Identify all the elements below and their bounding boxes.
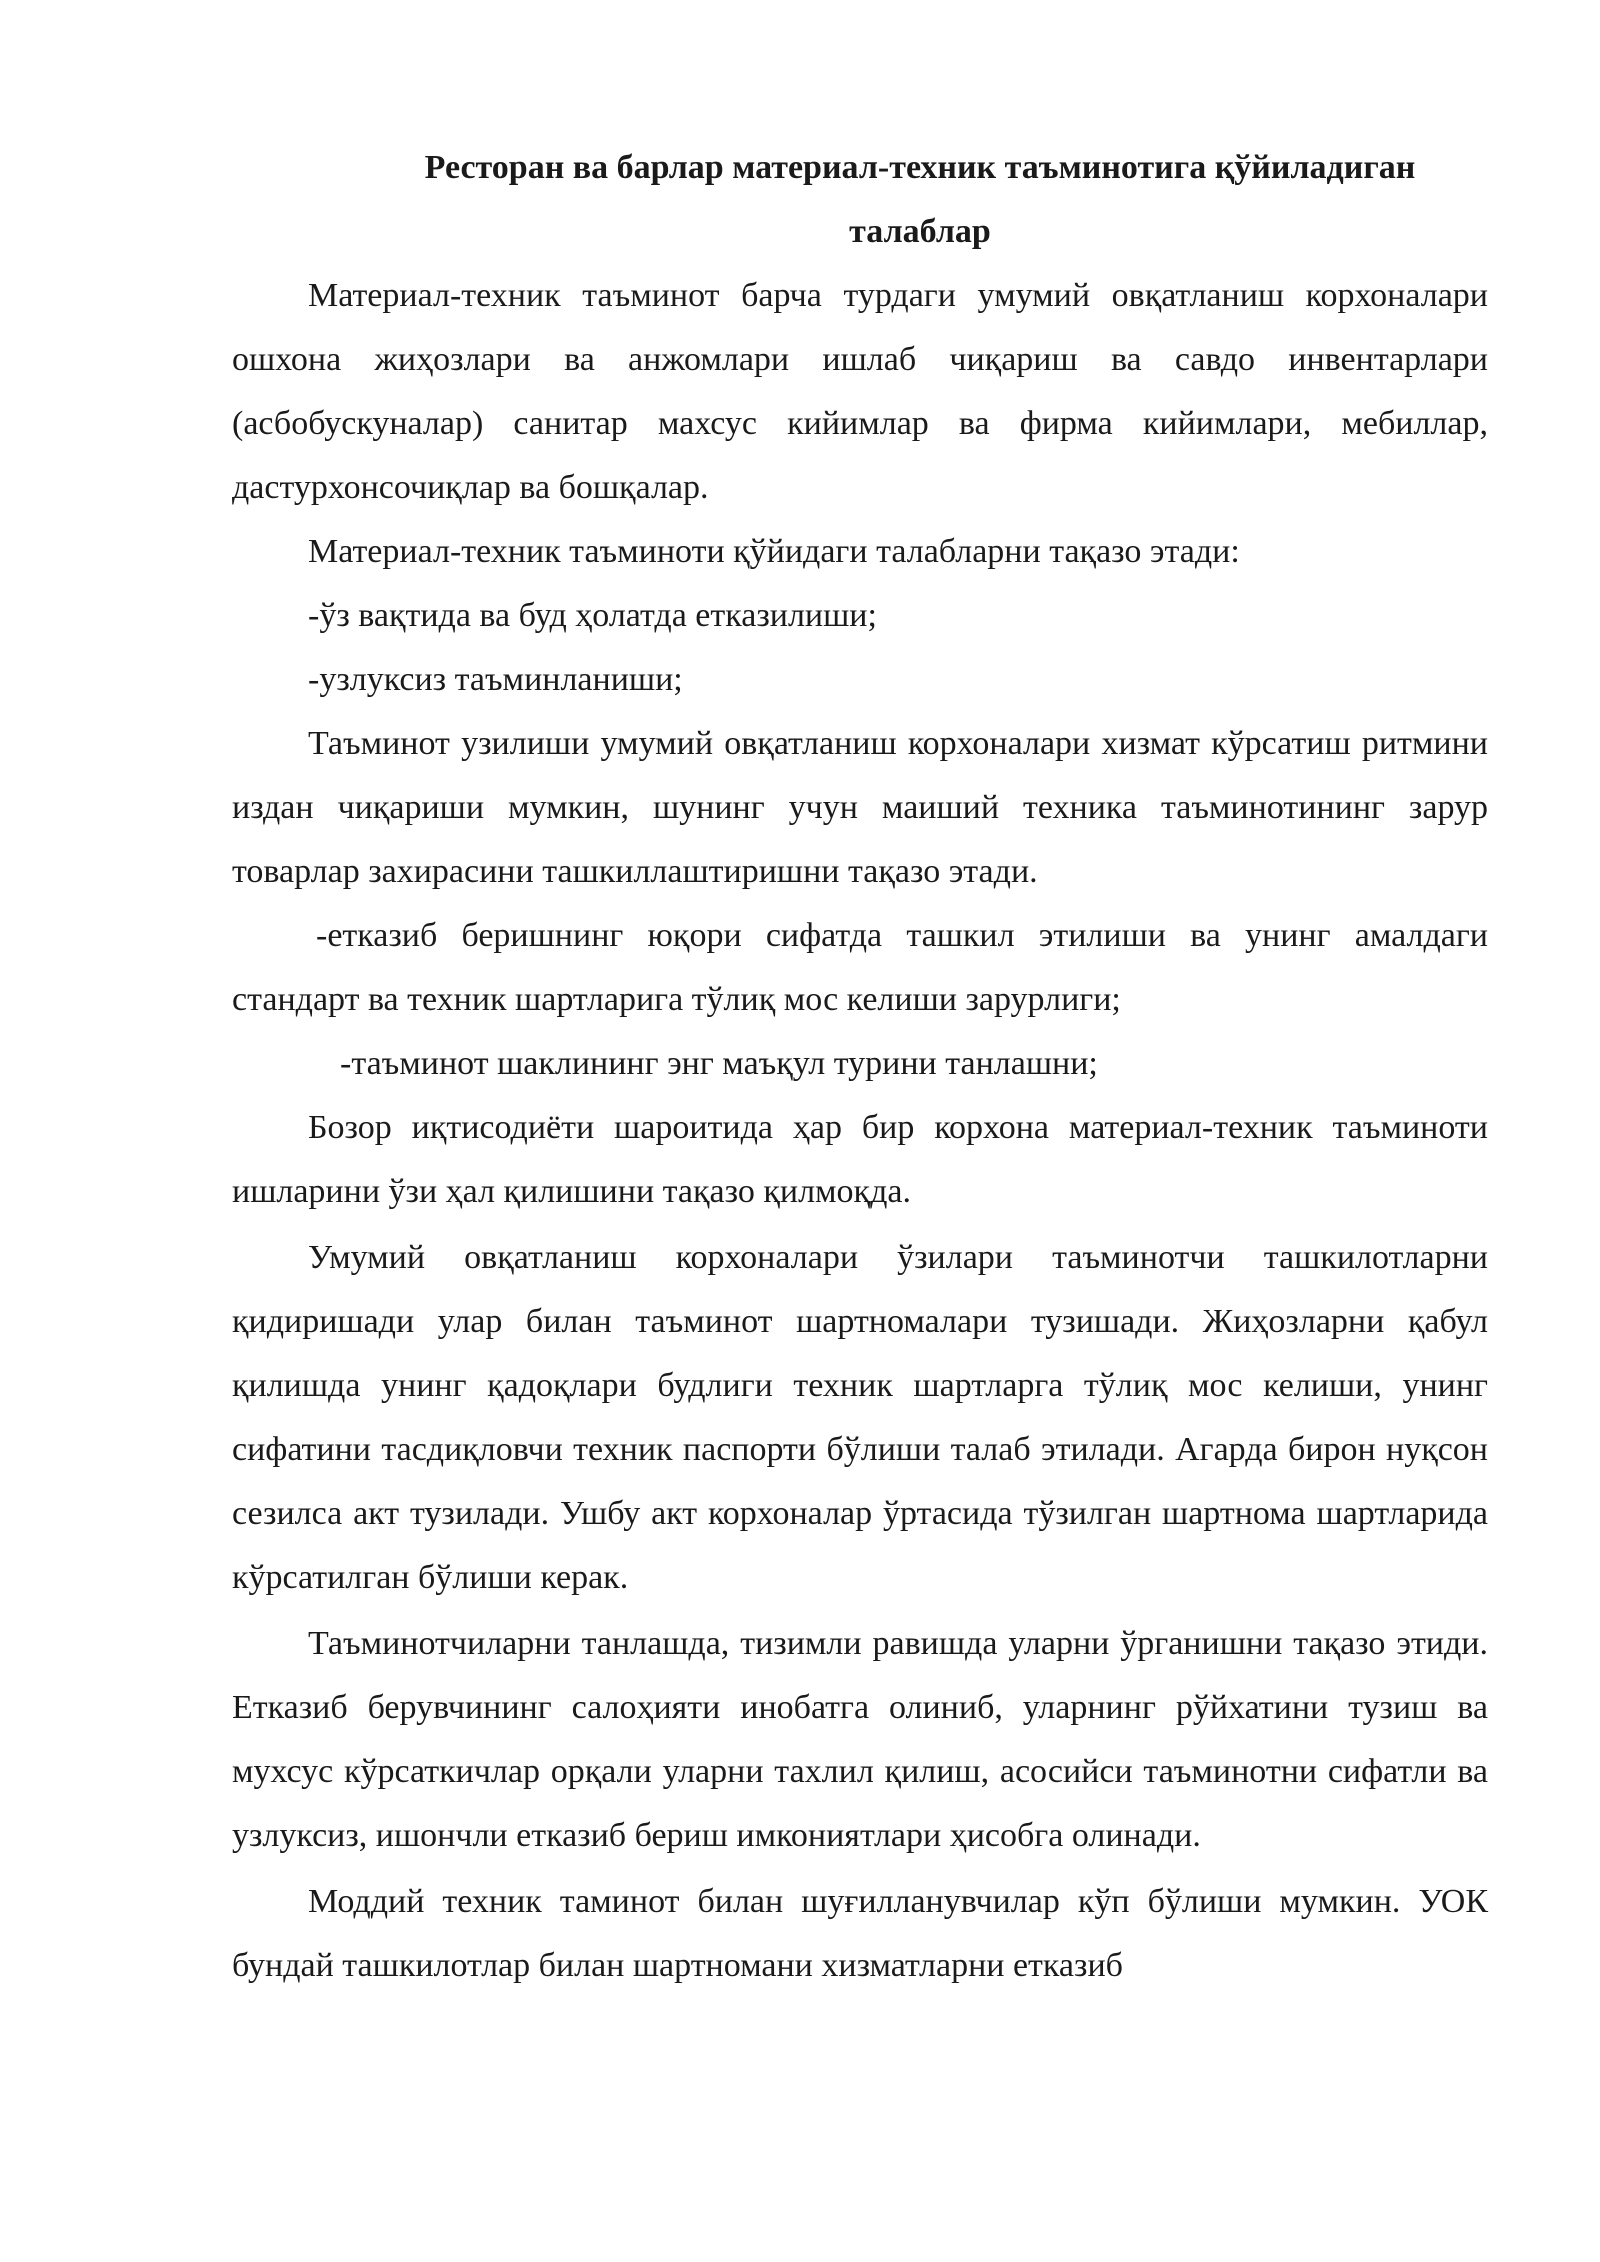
paragraph-supplier-selection: Таъминотчиларни танлашда, тизимли равишда уларни ўрганишни тақазо этиди. Етказиб берувчининг салоҳияти инобатга олиниб, уларнинг рўйхатини тузиш ва мухсус кўрсаткичлар орқали уларни тахлил қилиш, асосийси таъминотни сифатли ва узлуксиз, ишончли етказиб бериш имкониятлари ҳисобга олинади. — [232, 1625, 1488, 1854]
list-item-quality-delivery: -етказиб беришнинг юқори сифатда ташкил этилиши ва унинг амалдаги стандарт ва техник шартларига тўлиқ мос келиши зарурлиги; — [232, 917, 1488, 1018]
paragraph-material-supply: Материал-техник таъминот барча турдаги умумий овқатланиш корхоналари ошхона жиҳозлари ва анжомлари ишлаб чиқариш ва савдо инвентарлари (асбобускуналар) санитар махсус кийимлар ва фирма кийимлари, мебиллар, дастурхонсочиқлар ва бошқалар. — [232, 277, 1488, 506]
list-item-continuous-supply: -узлуксиз таъминланиши; — [308, 661, 683, 698]
document-body — [232, 136, 1488, 1998]
paragraph-supplier-contracts: Умумий овқатланиш корхоналари ўзилари таъминотчи ташкилотларни қидиришади улар билан таъминот шартномалари тузишади. Жиҳозларни қабул қилишда унинг қадоқлари будлиги техник шартларга тўлиқ мос келиши, унинг сифатини тасдиқловчи техник паспорти бўлиши талаб этилади. Агарда бирон нуқсон сезилса акт тузилади. Ушбу акт корхоналар ўртасида тўзилган шартнома шартларида кўрсатилган бўлиши керак. — [232, 1239, 1488, 1596]
document-title — [232, 136, 1488, 264]
list-item-timely-delivery: -ўз вақтида ва буд ҳолатда етказилиши; — [308, 597, 877, 634]
paragraph-market-economy: Бозор иқтисодиёти шароитида ҳар бир корхона материал-техник таъминоти ишларини ўзи ҳал қилишини тақазо қилмоқда. — [232, 1109, 1488, 1210]
list-item-supply-form: -таъминот шаклининг энг маъқул турини танлашни; — [340, 1045, 1098, 1082]
title-line-2: талаблар — [849, 213, 991, 250]
paragraph-requirements-intro: Материал-техник таъминоти қўйидаги талабларни тақазо этади: — [308, 533, 1240, 570]
paragraph-supply-interruption: Таъминот узилиши умумий овқатланиш корхоналари хизмат кўрсатиш ритмини издан чиқариши мумкин, шунинг учун маиший техника таъминотининг зарур товарлар захирасини ташкиллаштиришни тақазо этади. — [232, 725, 1488, 890]
paragraph-material-providers: Моддий техник таминот билан шуғилланувчилар кўп бўлиши мумкин. УОК бундай ташкилотлар билан шартномани хизматларни етказиб — [232, 1883, 1488, 1984]
title-line-1: Ресторан ва барлар материал-техник таъминотига қўйиладиган — [424, 149, 1416, 186]
